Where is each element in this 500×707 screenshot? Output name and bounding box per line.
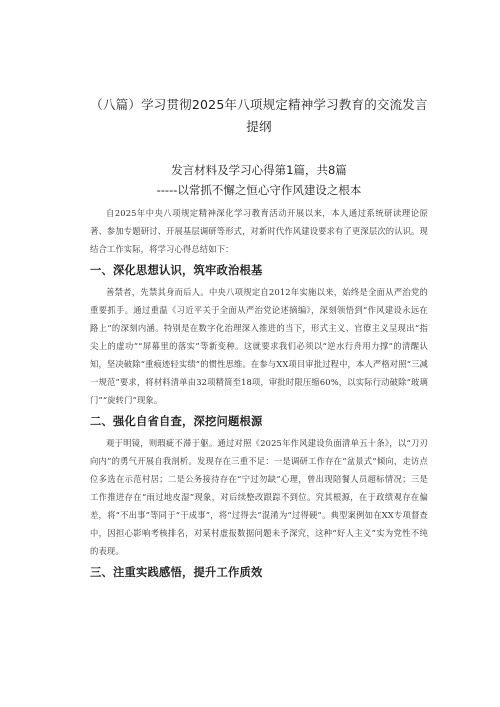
section-2-paragraph: 观于明镜，则瑕疵不滞于躯。通过对照《2025年作风建设负面清单五十条》，以“刀刃向内”的勇气开展自我剖析。发现存在三重不足：一是调研工作存在“盆景式”倾向，走访点位多选在示范村居；二是公务接待存在“宁过勿缺”心理，曾出现陪餐人员超标情况；三是工作推进存在“雨过地皮湿”现象，对后续整改跟踪不到位。究其根源，在于政绩观存在偏差，将“不出事”等同于“干成事”，将“过得去”混淆为“过得硬”。典型案例如在XX专项督查中，因担心影响考核排名，对某村虚报数据问题未予深究，这种“好人主义”实为党性不纯的表现。 [90,438,428,556]
document-subheading: -----以常抓不懈之恒心守作风建设之根本 [156,183,362,197]
section-1-paragraph: 善禁者，先禁其身而后人。中央八项规定自2012年实施以来，始终是全面从严治党的重要抓手。通过重温《习近平关于全面从严治党论述摘编》，深刻领悟到“作风建设永远在路上”的深刻内涵。特别是在数字化治理深入推进的当下，形式主义、官僚主义呈现出“指尖上的虚功”“屏幕里的落实”等新变种。这就要求我们必须以“逆水行舟用力撑”的清醒认知，坚决破除“重痕迹轻实绩”的惯性思维。在参与XX项目审批过程中，本人严格对照“三减一规范”要求，将材料清单由32项精简至18项，审批时限压缩60%，以实际行动破除“玻璃门”“旋转门”现象。 [90,287,428,405]
document-title: （八篇）学习贯彻2025年八项规定精神学习教育的交流发言提纲 [90,97,428,134]
section-heading-1: 一、深化思想认识，筑牢政治根基 [90,264,263,277]
intro-paragraph: 自2025年中央八项规定精神深化学习教育活动开展以来，本人通过系统研读理论原著、参加专题研讨、开展基层调研等形式，对新时代作风建设要求有了更深层次的认识。现结合工作实际，将学习心得总结如下： [90,208,428,254]
document-subtitle: 发言材料及学习心得第1篇，共8篇 [171,163,347,177]
section-heading-2: 二、强化自省自查，深挖问题根源 [90,415,263,428]
section-heading-3: 三、注重实践感悟，提升工作质效 [90,566,263,579]
